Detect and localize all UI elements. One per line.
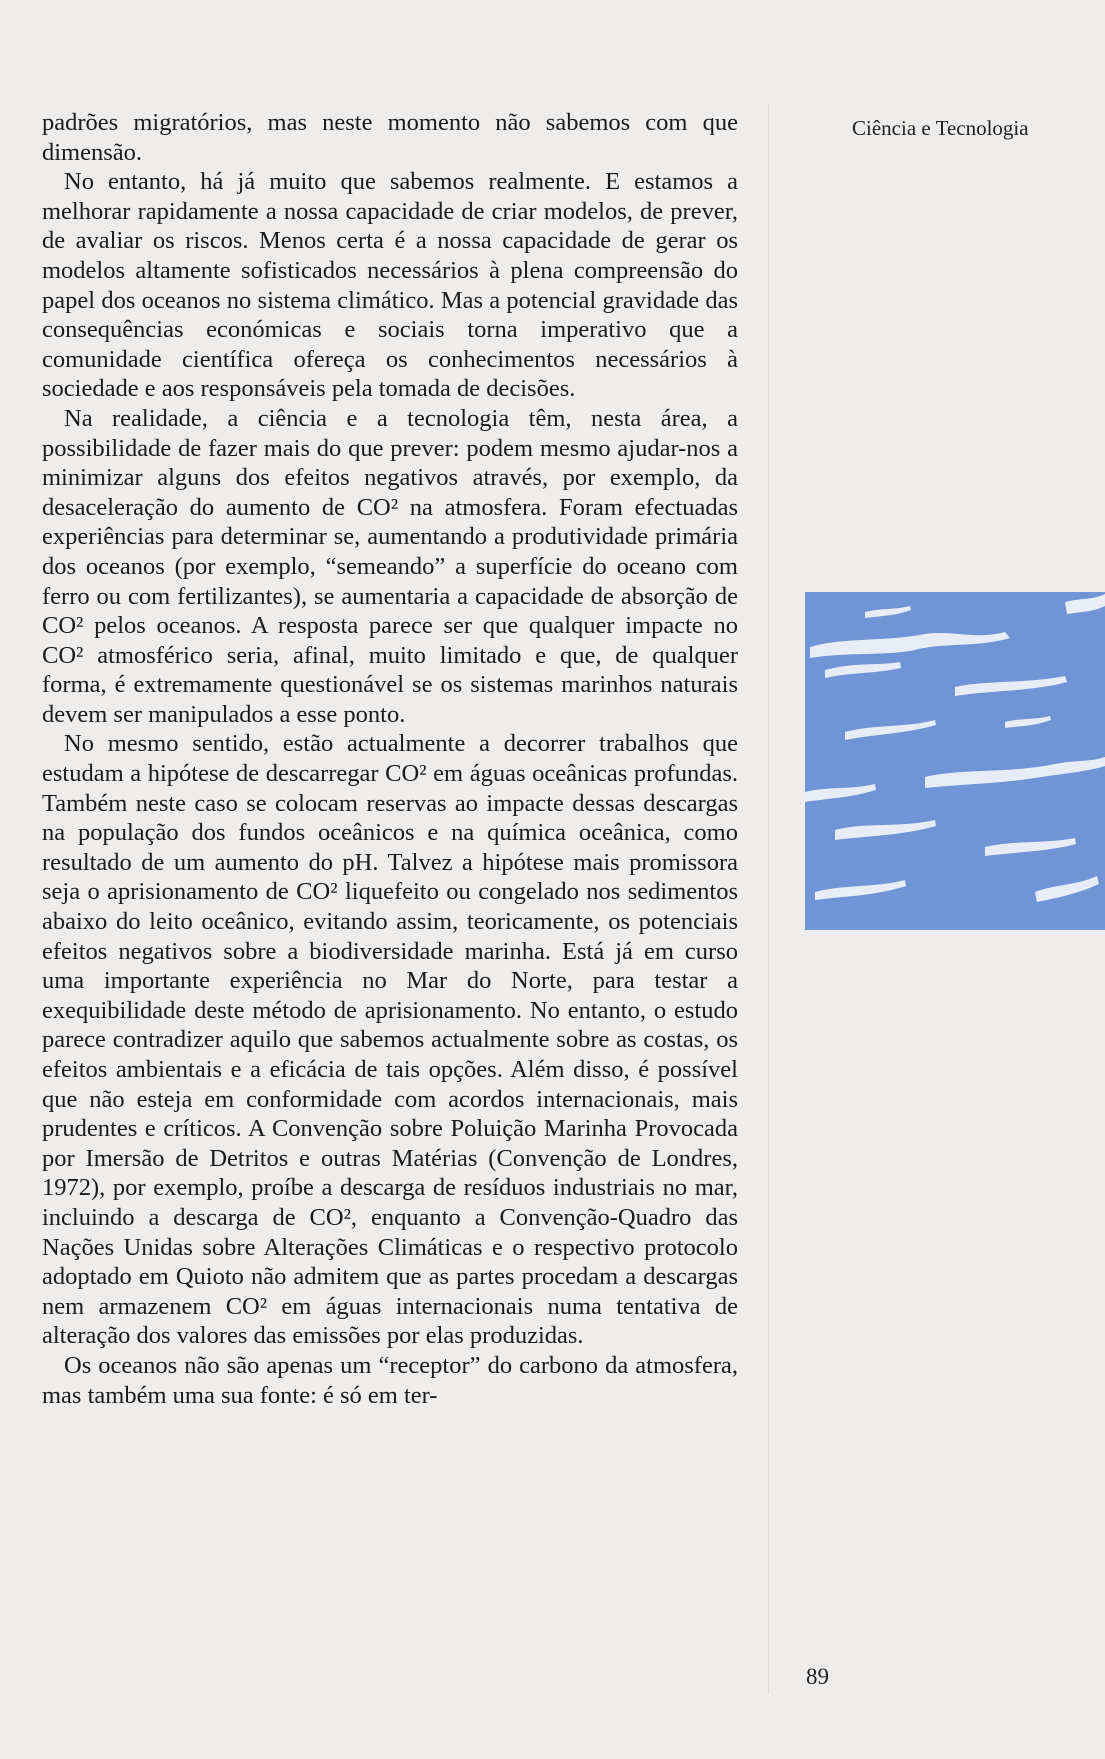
paragraph-4: No mesmo sentido, estão actualmente a decorrer trabalhos que estudam a hipótese de descarregar CO² em águas oceânicas profundas. Também neste caso se colocam reservas ao impacte dessas descargas na população dos fundos oceânicos e na química oceânica, como resultado de um aumento do pH. Talvez a hipótese mais promissora seja o aprisionamento de CO² liquefeito ou congelado nos sedimentos abaixo do leito oceânico, evitando assim, teoricamente, os potenciais efeitos negativos sobre a biodiversidade marinha. Está já em curso uma importante experiência no Mar do Norte, para testar a exequibilidade deste método de aprisionamento. No entanto, o estudo parece contradizer aquilo que sabemos actualmente sobre as costas, os efeitos ambientais e a eficácia de tais opções. Além disso, é possível que não esteja em conformidade com acordos internacionais, mais prudentes e críticos. A Convenção sobre Poluição Marinha Provocada por Imersão de Detritos e outras Matérias (Convenção de Londres, 1972), por exemplo, proíbe a descarga de resíduos industriais no mar, incluindo a descarga de CO², enquanto a Convenção-Quadro das Nações Unidas sobre Alterações Climáticas e o respectivo protocolo adoptado em Quioto não admitem que as partes procedam a descargas nem armazenem CO² em águas internacionais numa tentativa de alteração dos valores das emissões por elas produzidas.: [42, 730, 738, 1350]
paragraph-3: Na realidade, a ciência e a tecnologia têm, nesta área, a possibilidade de fazer mais do que prever: podem mesmo ajudar-nos a minimizar alguns dos efeitos negativos através, por exemplo, da desaceleração do aumento de CO² na atmosfera. Foram efectuadas experiências para determinar se, aumentando a produtividade primária dos oceanos (por exemplo, “semeando” a superfície do oceano com ferro ou com fertilizantes), se aumentaria a capacidade de absorção de CO² pelos oceanos. A resposta parece ser que qualquer impacte no CO² atmosférico seria, afinal, muito limitado e que, de qualquer forma, é extremamente questionável se os sistemas marinhos naturais devem ser manipulados a esse ponto.: [42, 404, 738, 728]
column-divider: [768, 104, 769, 1694]
page-number: 89: [806, 1664, 829, 1689]
body-text-column: [42, 108, 738, 1410]
running-header-section: Ciência e Tecnologia: [852, 116, 1029, 140]
sea-surface-halftone-icon: [805, 592, 1105, 930]
paragraph-1: padrões migratórios, mas neste momento não sabemos com que dimensão.: [42, 109, 738, 166]
paragraph-5: Os oceanos não são apenas um “receptor” do carbono da atmosfera, mas também uma sua fonte: é só em ter-: [42, 1351, 738, 1409]
paragraph-2: No entanto, há já muito que sabemos realmente. E estamos a melhorar rapidamente a nossa capacidade de criar modelos, de prever, de avaliar os riscos. Menos certa é a nossa capacidade de gerar os modelos altamente sofisticados necessários à plena compreensão do papel dos oceanos no sistema climático. Mas a potencial gravidade das consequências económicas e sociais torna imperativo que a comunidade científica ofereça os conhecimentos necessários à sociedade e aos responsáveis pela tomada de decisões.: [42, 168, 738, 403]
